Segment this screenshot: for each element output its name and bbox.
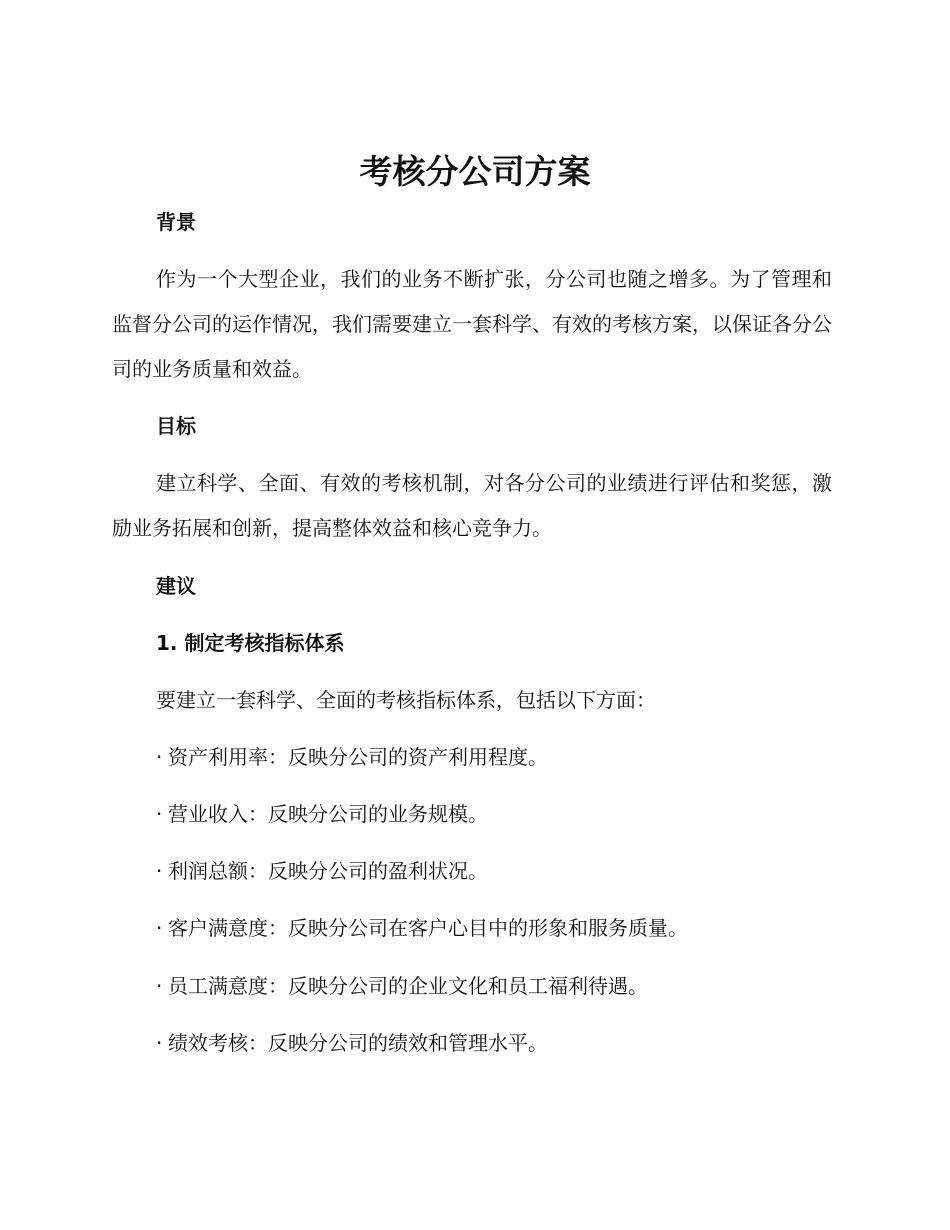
goal-paragraph: 建立科学、全面、有效的考核机制，对各分公司的业绩进行评估和奖惩，激励业务拓展和创新，提高整体效益和核心竞争力。 — [112, 471, 832, 540]
list-item — [156, 857, 488, 885]
bullet-dot: · — [156, 1031, 163, 1055]
indicator-intro: 要建立一套科学、全面的考核指标体系，包括以下方面： — [156, 688, 656, 712]
list-item-text: 利润总额：反映分公司的盈利状况。 — [168, 859, 488, 883]
list-item-text: 员工满意度：反映分公司的企业文化和员工福利待遇。 — [168, 974, 648, 998]
list-item — [156, 800, 488, 828]
list-item — [156, 914, 688, 942]
bullet-dot: · — [156, 916, 163, 940]
bullet-dot: · — [156, 745, 163, 769]
section-heading-background: 背景 — [156, 210, 196, 234]
list-item-text: 营业收入：反映分公司的业务规模。 — [168, 802, 488, 826]
list-item — [156, 1029, 548, 1057]
bullet-dot: · — [156, 859, 163, 883]
list-item-text: 资产利用率：反映分公司的资产利用程度。 — [168, 745, 548, 769]
list-item — [156, 972, 648, 1000]
bullet-dot: · — [156, 974, 163, 998]
document-title: 考核分公司方案 — [359, 152, 591, 191]
list-item-text: 绩效考核：反映分公司的绩效和管理水平。 — [168, 1031, 548, 1055]
bullet-dot: · — [156, 802, 163, 826]
section-heading-suggestion: 建议 — [156, 574, 196, 598]
section-heading-goal: 目标 — [156, 414, 196, 438]
subheading-indicator-system: 1. 制定考核指标体系 — [156, 631, 345, 655]
list-item — [156, 743, 548, 771]
background-paragraph: 作为一个大型企业，我们的业务不断扩张，分公司也随之增多。为了管理和监督分公司的运作情况，我们需要建立一套科学、有效的考核方案，以保证各分公司的业务质量和效益。 — [112, 267, 832, 381]
list-item-text: 客户满意度：反映分公司在客户心目中的形象和服务质量。 — [168, 916, 688, 940]
